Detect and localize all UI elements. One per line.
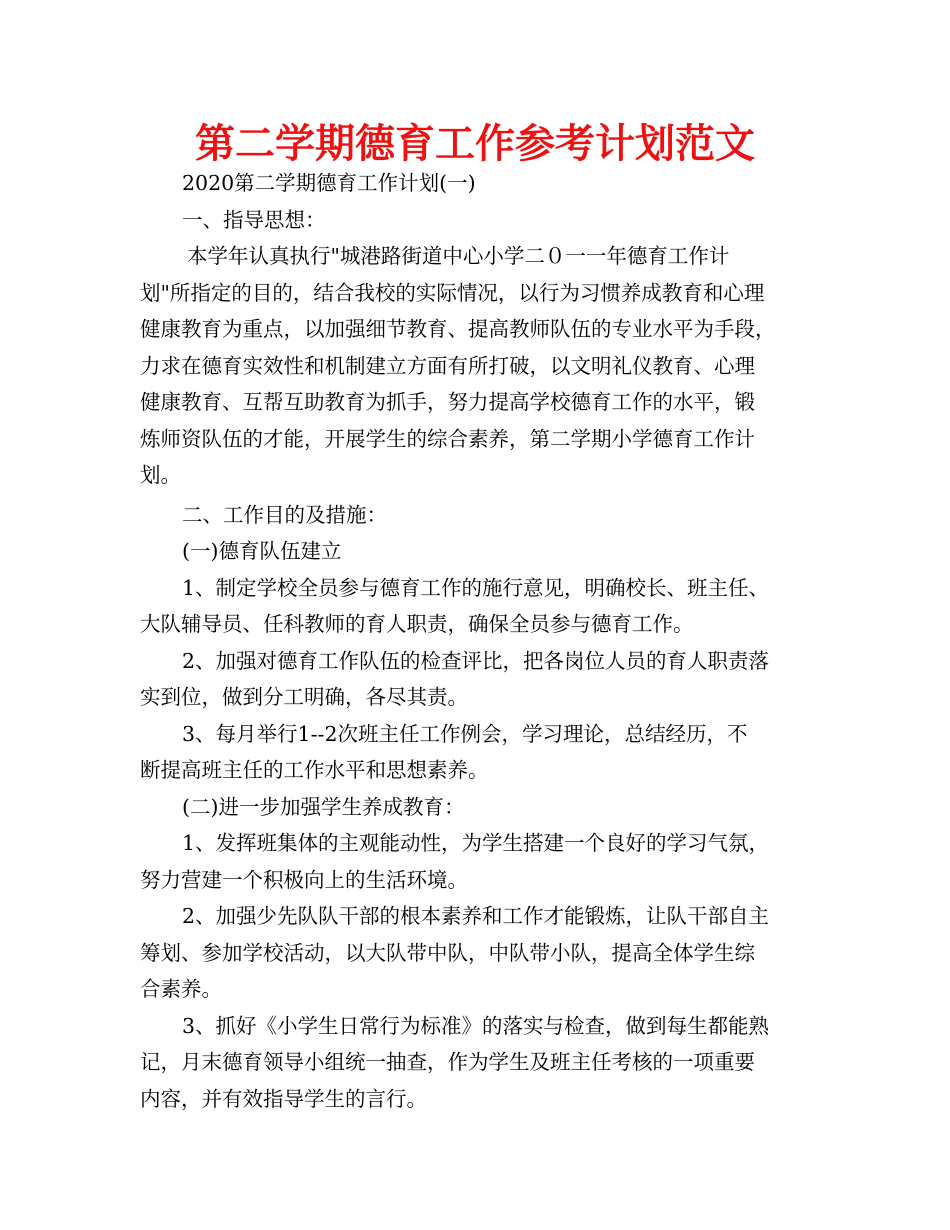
paragraph-line: 1、发挥班集体的主观能动性，为学生搭建一个良好的学习气氛，: [182, 831, 770, 855]
paragraph-line: 筹划、参加学校活动，以大队带中队，中队带小队，提高全体学生综: [140, 940, 755, 965]
paragraph-line: 大队辅导员、任科教师的育人职责，确保全员参与德育工作。: [140, 612, 694, 636]
paragraph-line: 3、每月举行1--2次班主任工作例会，学习理论，总结经历，不: [182, 721, 748, 746]
paragraph-line: 健康教育、互帮互助教育为抓手，努力提高学校德育工作的水平，锻: [140, 390, 755, 414]
paragraph-line: 记，月末德育领导小组统一抽查，作为学生及班主任考核的一项重要: [140, 1050, 755, 1074]
paragraph-line: 健康教育为重点，以加强细节教育、提高教师队伍的专业水平为手段，: [140, 317, 776, 341]
section-heading-guiding-ideas: 一、指导思想：: [182, 207, 326, 232]
paragraph-line: 2、加强少先队队干部的根本素养和工作才能锻炼，让队干部自主: [182, 904, 770, 928]
paragraph-line: 炼师资队伍的才能，开展学生的综合素养，第二学期小学德育工作计: [140, 426, 755, 451]
paragraph-line: 划。: [140, 463, 181, 487]
paragraph-line: 3、抓好《小学生日常行为标准》的落实与检查，做到每生都能熟: [182, 1013, 770, 1038]
paragraph-line: 合素养。: [140, 977, 222, 1001]
paragraph-line: 实到位，做到分工明确，各尽其责。: [140, 685, 468, 709]
paragraph-line: 力求在德育实效性和机制建立方面有所打破，以文明礼仪教育、心理: [140, 353, 755, 378]
subsection-heading-team: (一)德育队伍建立: [182, 539, 342, 563]
paragraph-line: 努力营建一个积极向上的生活环境。: [140, 867, 468, 892]
paragraph-line: 断提高班主任的工作水平和思想素养。: [140, 758, 489, 782]
paragraph-line: 内容，并有效指导学生的言行。: [140, 1086, 427, 1111]
document-body: [140, 165, 812, 1117]
paragraph-line: 本学年认真执行"城港路街道中心小学二０一一年德育工作计: [187, 244, 730, 268]
paragraph-line: 划"所指定的目的，结合我校的实际情况，以行为习惯养成教育和心理: [140, 280, 765, 305]
document-title: 第二学期德育工作参考计划范文: [195, 121, 755, 167]
paragraph-line: 1、制定学校全员参与德育工作的施行意见，明确校长、班主任、: [182, 575, 770, 600]
section-heading-goals-measures: 二、工作目的及措施：: [182, 502, 387, 527]
plan-subtitle: 2020第二学期德育工作计划(一): [182, 171, 476, 195]
subsection-heading-habits: (二)进一步加强学生养成教育：: [182, 794, 465, 819]
paragraph-line: 2、加强对德育工作队伍的检查评比，把各岗位人员的育人职责落: [182, 648, 770, 673]
